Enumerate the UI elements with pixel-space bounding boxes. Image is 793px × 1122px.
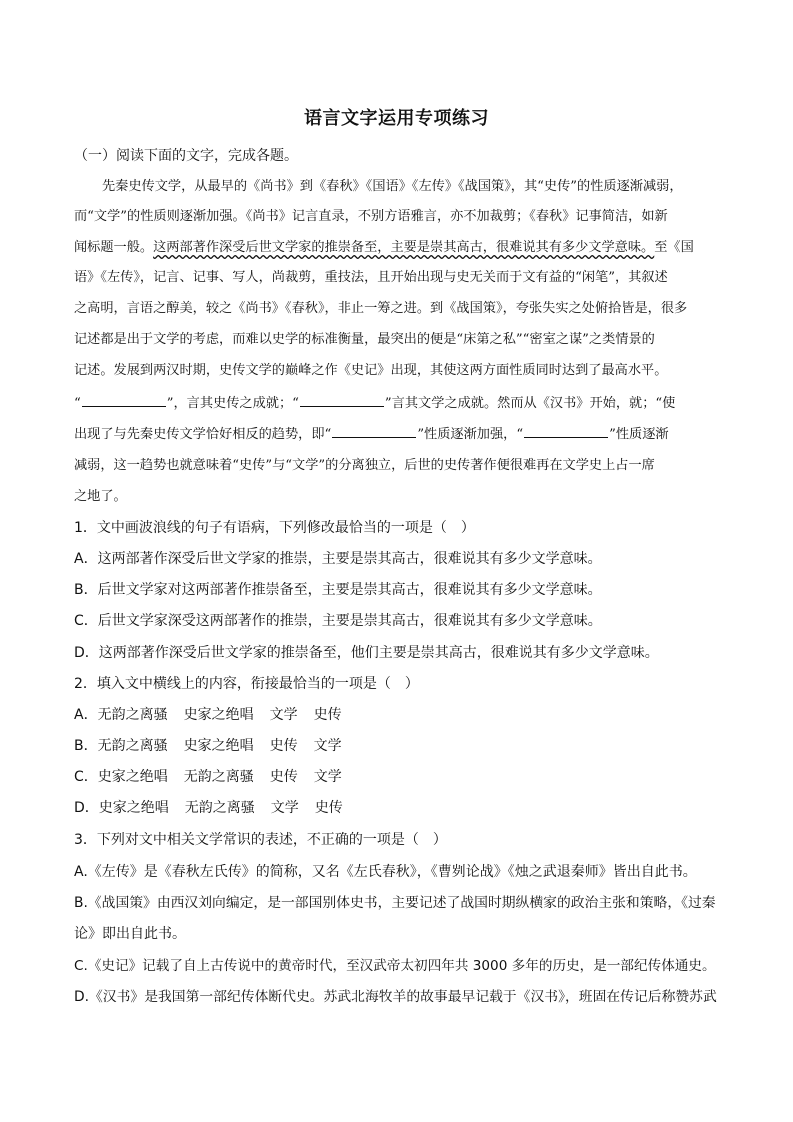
passage-line: 之高明，言语之醇美，较之《尚书》《春秋》，非止一筹之进。到《战国策》，夸张失实之处俯拾皆是，很多 <box>74 301 688 316</box>
passage-line: 减弱，这一趋势也就意味着“史传”与“文学”的分离独立，后世的史传著作便很难再在文学史上占一席 <box>74 458 655 473</box>
wavy-underlined-sentence: 这两部著作深受后世文学家的推崇备至，主要是崇其高古，很难说其有多少文学意味。 <box>153 240 655 255</box>
option-item: 史家之绝唱 <box>183 738 254 754</box>
passage-text: ”性质逐渐 <box>609 427 669 442</box>
question-2-option-a[interactable] <box>74 705 342 725</box>
question-3-option-a[interactable]: A.《左传》是《春秋左氏传》的简称，又名《左氏春秋》，《曹刿论战》《烛之武退秦师》皆出自此书。 <box>74 864 697 880</box>
question-3-option-b-cont: 论》即出自此书。 <box>74 926 186 942</box>
fill-blank-3 <box>332 425 416 438</box>
option-letter: B． <box>74 738 98 754</box>
fill-blank-4 <box>524 425 608 438</box>
option-item: 史家之绝唱 <box>98 800 169 816</box>
passage-line: 而“文学”的性质则逐渐加强。《尚书》记言直录，不别方语雅言，亦不加裁剪；《春秋》记事简洁，如新 <box>74 209 668 224</box>
option-item: 文学 <box>313 738 342 754</box>
passage-line: 之地了。 <box>74 489 127 504</box>
fill-blank-2 <box>300 394 384 407</box>
option-item: 史传 <box>269 738 298 754</box>
question-3-option-b[interactable]: B.《战国策》由西汉刘向编定，是一部国别体史书，主要记述了战国时期纵横家的政治主张和策略，《过秦 <box>74 895 716 911</box>
passage-line: 先秦史传文学，从最早的《尚书》到《春秋》《国语》《左传》《战国策》，其“史传”的性质逐渐减弱， <box>102 179 683 194</box>
passage-line <box>74 238 694 258</box>
page-title: 语言文字运用专项练习 <box>304 108 489 129</box>
passage-line: 记述。发展到两汉时期，史传文学的巅峰之作《史记》出现，其使这两方面性质同时达到了最高水平。 <box>74 363 668 378</box>
option-letter: D． <box>74 800 99 816</box>
question-3-option-d[interactable]: D.《汉书》是我国第一部纪传体断代史。苏武北海牧羊的故事最早记载于《汉书》，班固在传记后称赞苏武 <box>74 989 717 1005</box>
question-1-option-d[interactable]: D．这两部著作深受后世文学家的推崇备至，他们主要是崇其高古，很难说其有多少文学意味。 <box>74 645 659 661</box>
question-1-option-b[interactable]: B．后世文学家对这两部著作推崇备至，主要是崇其高古，很难说其有多少文学意味。 <box>74 582 602 598</box>
passage-line: 语》《左传》，记言、记事、写人，尚裁剪，重技法，且开始出现与史无关而于文有益的“闲笔”，其叙述 <box>74 270 668 285</box>
option-item: 文学 <box>313 769 342 785</box>
option-item: 史传 <box>314 800 343 816</box>
section-heading: （一）阅读下面的文字，完成各题。 <box>74 148 298 164</box>
passage-line <box>74 425 669 445</box>
option-item: 史家之绝唱 <box>97 769 168 785</box>
question-3-option-c[interactable]: C.《史记》记载了自上古传说中的黄帝时代，至汉武帝太初四年共 3000 多年的历史，是一部纪传体通史。 <box>74 958 716 974</box>
fill-blank-1 <box>82 394 166 407</box>
question-2-option-b[interactable] <box>74 736 342 756</box>
passage-line: 记述都是出于文学的考虑，而难以史学的标准衡量，最突出的便是“床第之私”“密室之谋”之类情景的 <box>74 332 655 347</box>
passage-text: “ <box>74 396 81 411</box>
option-item: 史传 <box>313 707 342 723</box>
question-1-option-c[interactable]: C．后世文学家深受这两部著作的推崇，主要是崇其高古，很难说其有多少文学意味。 <box>74 613 602 629</box>
option-item: 无韵之离骚 <box>97 707 168 723</box>
option-item: 无韵之离骚 <box>97 738 168 754</box>
question-2-option-c[interactable] <box>74 767 342 787</box>
passage-text: 出现了与先秦史传文学恰好相反的趋势，即“ <box>74 427 332 442</box>
question-1-option-a[interactable]: A．这两部著作深受后世文学家的推崇，主要是崇其高古，很难说其有多少文学意味。 <box>74 551 602 567</box>
option-item: 无韵之离骚 <box>183 769 254 785</box>
question-2-option-d[interactable] <box>74 798 343 818</box>
question-1-stem: 1．文中画波浪线的句子有语病，下列修改最恰当的一项是（ ） <box>74 520 475 536</box>
option-letter: C． <box>74 769 98 785</box>
option-item: 文学 <box>269 707 298 723</box>
passage-text: 闻标题一般。 <box>74 240 154 255</box>
question-3-stem: 3．下列对文中相关文学常识的表述，不正确的一项是（ ） <box>74 832 447 848</box>
passage-text: ”性质逐渐加强，“ <box>417 427 524 442</box>
option-item: 史家之绝唱 <box>183 707 254 723</box>
passage-text: ”言其文学之成就。然而从《汉书》开始，就；“使 <box>384 396 676 411</box>
option-item: 史传 <box>269 769 298 785</box>
option-item: 文学 <box>270 800 299 816</box>
option-letter: A． <box>74 707 98 723</box>
question-2-stem: 2．填入文中横线上的内容，衔接最恰当的一项是（ ） <box>74 676 419 692</box>
passage-text: 至《国 <box>654 240 694 255</box>
passage-line <box>74 394 675 414</box>
passage-text: ”，言其史传之成就；“ <box>166 396 299 411</box>
option-item: 无韵之离骚 <box>184 800 255 816</box>
